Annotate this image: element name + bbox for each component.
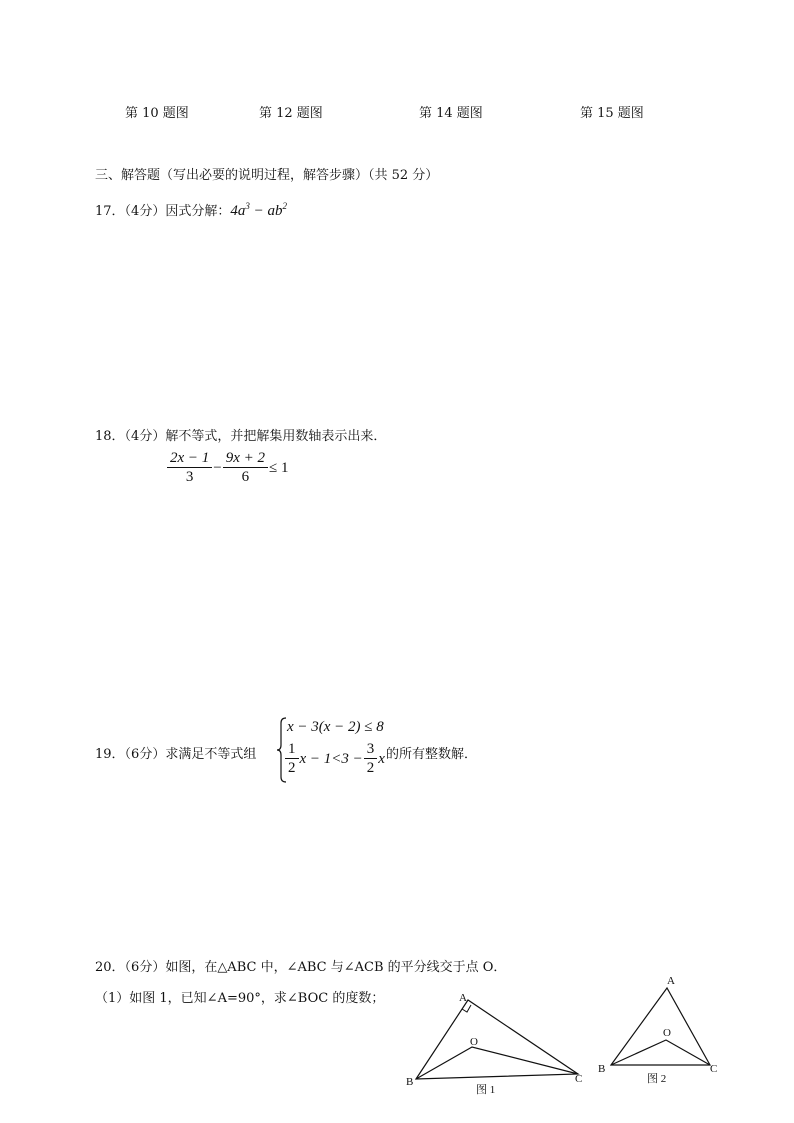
fig1-label-c: C xyxy=(575,1073,583,1085)
caption-fig-15: 第 15 题图 xyxy=(580,106,644,121)
q18-frac2-den: 6 xyxy=(241,469,250,485)
q19-line-2-mid: x − 1<3 − xyxy=(299,751,363,767)
question-17 xyxy=(95,200,287,220)
q19-frac1-den: 2 xyxy=(288,760,296,776)
fig2-label-c: C xyxy=(710,1063,718,1075)
q17-term-2: − ab xyxy=(249,203,283,219)
question-18: 18．（4分）解不等式，并把解集用数轴表示出来． xyxy=(95,429,387,444)
section-title: 三、解答题（写出必要的说明过程，解答步骤）（共 52 分） xyxy=(95,168,439,183)
q18-frac1-num: 2x − 1 xyxy=(167,450,212,468)
figure-2 xyxy=(595,970,725,1090)
fig2-label-a: A xyxy=(667,975,675,987)
q18-relation: ≤ 1 xyxy=(269,460,289,476)
q19-suffix: 的所有整数解． xyxy=(386,747,478,762)
q19-line-2 xyxy=(284,741,385,778)
q17-text: 17．（4分）因式分解： xyxy=(95,204,231,219)
fig2-caption: 图 2 xyxy=(647,1073,667,1085)
q19-line-1: x − 3(x − 2) ≤ 8 xyxy=(287,719,384,735)
q19-prefix: 19．（6分）求满足不等式组 xyxy=(95,747,257,762)
caption-fig-12: 第 12 题图 xyxy=(259,106,323,121)
q18-inequality xyxy=(166,450,289,487)
q18-frac1-den: 3 xyxy=(185,469,194,485)
q17-exp-1: 3 xyxy=(245,201,250,211)
fig1-label-a: A xyxy=(459,992,467,1004)
q18-frac2-num: 9x + 2 xyxy=(223,450,268,468)
fig2-label-o: O xyxy=(663,1027,671,1039)
q19-frac2-num: 3 xyxy=(364,741,378,759)
q17-expression xyxy=(230,203,287,219)
q18-minus: − xyxy=(213,459,222,476)
q19-frac2-den: 2 xyxy=(366,760,375,776)
fig1-label-o: O xyxy=(470,1036,478,1048)
figure-1 xyxy=(400,985,600,1100)
caption-fig-14: 第 14 题图 xyxy=(419,106,483,121)
fig1-caption: 图 1 xyxy=(476,1084,496,1096)
q20-part-1: （1）如图 1，已知∠A=90°，求∠BOC 的度数； xyxy=(95,991,385,1006)
question-20: 20．（6分）如图，在△ABC 中，∠ABC 与∠ACB 的平分线交于点 O． xyxy=(95,960,507,975)
q17-term-1: 4a xyxy=(230,203,246,219)
caption-fig-10: 第 10 题图 xyxy=(125,106,189,121)
fig2-label-b: B xyxy=(598,1063,606,1075)
q19-frac1-num: 1 xyxy=(285,741,299,759)
q19-line-2-x: x xyxy=(378,751,385,767)
q17-exp-2: 2 xyxy=(282,201,287,211)
fig1-label-b: B xyxy=(406,1076,414,1088)
